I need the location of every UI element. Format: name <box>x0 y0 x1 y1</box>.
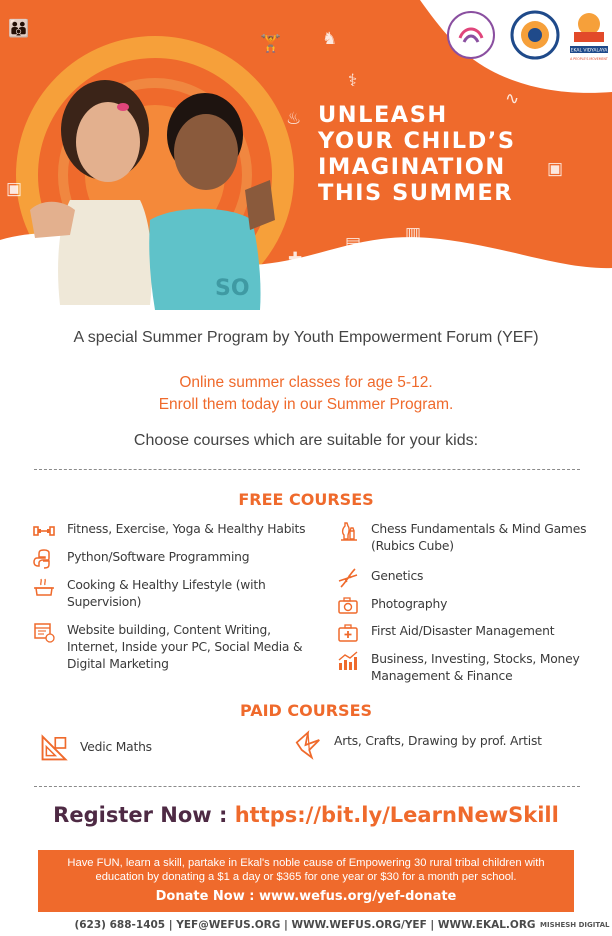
donate-line <box>38 889 574 904</box>
course-item-vedic-maths <box>40 735 240 762</box>
hero-title-line: THIS SUMMER <box>318 180 514 206</box>
chart-icon <box>337 650 359 672</box>
register-link[interactable]: https://bit.ly/LearnNewSkill <box>234 803 559 827</box>
cooking-icon <box>33 576 55 598</box>
course-item-arts-crafts <box>294 731 594 760</box>
course-item-photography <box>337 596 597 617</box>
hero-title-line: IMAGINATION <box>318 154 506 180</box>
ekal-vidyalaya-logo <box>568 10 610 64</box>
free-courses-heading: FREE COURSES <box>238 490 374 509</box>
course-item-fitness <box>33 521 323 542</box>
chess-icon <box>337 520 359 542</box>
svg-text:SO: SO <box>215 276 250 301</box>
donate-message: Have FUN, learn a skill, partake in Ekal's noble cause of Empowering 30 rural tribal children with education by donating a $1 a day or $365 for one year or $30 for a month per school. <box>67 857 545 883</box>
python-icon <box>33 548 55 570</box>
course-label: Genetics <box>371 569 424 583</box>
contact-footer: (623) 688-1405 | YEF@WEFUS.ORG | WWW.WEFUS.ORG/YEF | WWW.EKAL.ORG <box>74 919 536 931</box>
partner-logos <box>420 6 612 68</box>
first-aid-icon <box>337 622 359 644</box>
course-label: First Aid/Disaster Management <box>371 624 555 638</box>
paid-courses-heading: PAID COURSES <box>239 701 373 720</box>
ekal-logo-subtext: A PEOPLE'S MOVEMENT <box>570 57 608 61</box>
donate-link[interactable]: www.wefus.org/yef-donate <box>259 889 457 904</box>
hero-title <box>318 102 578 206</box>
course-item-business <box>337 651 597 685</box>
course-label: Arts, Crafts, Drawing by prof. Artist <box>334 734 542 748</box>
register-line <box>0 803 612 827</box>
course-item-website <box>33 622 323 673</box>
course-label: Chess Fundamentals & Mind Games (Rubics Cube) <box>371 522 587 553</box>
first-aid-icon: ✚ <box>288 249 303 268</box>
family-icon: 👪 <box>8 19 30 38</box>
choose-courses-text: Choose courses which are suitable for your kids: <box>133 432 479 449</box>
register-label: Register Now : <box>53 803 228 827</box>
chart-icon: ▥ <box>405 224 422 243</box>
online-line: Enroll them today in our Summer Program. <box>158 396 454 413</box>
chess-icon: ♞ <box>322 29 338 48</box>
course-label: Vedic Maths <box>80 740 152 754</box>
course-label: Photography <box>371 597 448 611</box>
camera-icon: ▣ <box>547 159 564 178</box>
youth-empowerment-forum-logo <box>446 10 496 60</box>
dna-icon <box>337 567 359 589</box>
dumbbell-icon: 🏋 <box>260 34 282 53</box>
camera-icon <box>337 595 359 617</box>
children-photo <box>30 70 280 310</box>
dumbbell-icon <box>33 520 55 542</box>
origami-icon <box>294 730 322 760</box>
course-label: Website building, Content Writing, Internet, Inside your PC, Social Media & Digital Marketing <box>67 623 303 671</box>
program-tagline: A special Summer Program by Youth Empowerment Forum (YEF) <box>73 329 539 346</box>
website-icon <box>33 621 55 643</box>
course-item-first-aid <box>337 623 597 644</box>
course-item-cooking <box>33 577 293 611</box>
designer-brand: MISHESH DIGITAL <box>540 921 610 929</box>
course-item-genetics <box>337 568 597 589</box>
donate-label: Donate Now : <box>155 889 255 904</box>
online-classes-text <box>0 372 612 416</box>
dashed-divider <box>34 469 580 470</box>
course-label: Business, Investing, Stocks, Money Management & Finance <box>371 652 580 683</box>
dna-icon: ∿ <box>505 89 520 108</box>
camera-icon: ▣ <box>6 179 23 198</box>
indo-american-foundation-logo <box>510 10 560 60</box>
cooking-icon: ♨ <box>286 109 302 128</box>
ekal-logo-text: EKAL VIDYALAYA <box>570 48 608 54</box>
course-label: Python/Software Programming <box>67 550 250 564</box>
hero-title-line: YOUR CHILD’S <box>318 128 516 154</box>
hero-title-line: UNLEASH <box>318 102 448 128</box>
python-icon: ⚕ <box>348 71 358 90</box>
dashed-divider <box>34 786 580 787</box>
hero-banner <box>0 0 612 310</box>
course-label: Cooking & Healthy Lifestyle (with Supervision) <box>67 578 266 609</box>
course-item-python <box>33 549 323 570</box>
course-item-chess <box>337 521 597 555</box>
website-icon: ▤ <box>345 234 362 253</box>
course-label: Fitness, Exercise, Yoga & Healthy Habits <box>67 522 306 536</box>
online-line: Online summer classes for age 5-12. <box>179 374 433 391</box>
donate-banner <box>38 850 574 912</box>
ruler-icon <box>40 734 68 762</box>
